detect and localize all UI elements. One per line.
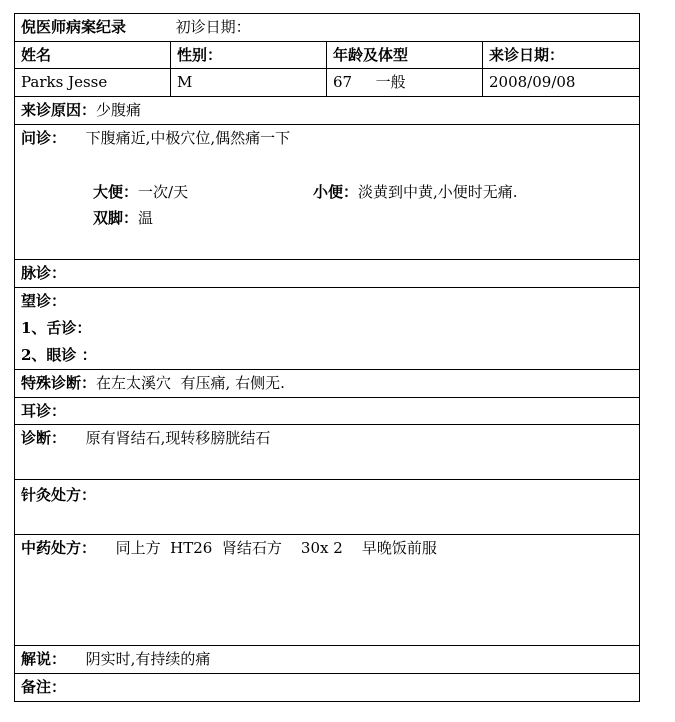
reason-value: 少腹痛 — [96, 101, 142, 119]
eye-label: 2、眼诊 ： — [21, 346, 97, 364]
pulse-label: 脉诊： — [21, 264, 67, 282]
reason-label: 来诊原因： — [21, 101, 97, 119]
notes-row — [15, 674, 639, 701]
patient-header-row — [15, 42, 639, 69]
feet-value: 温 — [138, 209, 154, 227]
explain-label: 解说： — [21, 650, 67, 668]
notes-label: 备注： — [21, 678, 67, 696]
date-header: 来诊日期： — [489, 46, 565, 64]
observe-label: 望诊： — [21, 292, 67, 310]
inquiry-value: 下腹痛近,中极穴位,偶然痛一下 — [85, 129, 291, 147]
inquiry-row — [15, 125, 639, 260]
explain-value: 阴实时,有持续的痛 — [85, 650, 211, 668]
name-header: 姓名 — [15, 42, 171, 68]
page-title: 倪医师病案纪录 — [21, 18, 127, 36]
special-value: 在左太溪穴 有压痛, 右侧无. — [96, 374, 285, 392]
feet-label: 双脚： — [93, 209, 139, 227]
first-visit-label: 初诊日期： — [175, 18, 251, 36]
herbal-label: 中药处方： — [21, 539, 97, 557]
reason-row — [15, 97, 639, 125]
patient-value-row — [15, 69, 639, 97]
diagnosis-value: 原有肾结石,现转移膀胱结石 — [85, 429, 271, 447]
stool-label: 大便： — [93, 183, 139, 201]
ear-label: 耳诊： — [21, 402, 67, 420]
urine-line — [307, 179, 524, 205]
patient-age-build — [327, 69, 483, 96]
stool-value: 一次/天 — [138, 183, 189, 201]
feet-line — [87, 205, 159, 231]
age-header: 年龄及体型 — [327, 42, 483, 68]
patient-age: 67 — [333, 73, 353, 91]
diagnosis-label: 诊断： — [21, 429, 67, 447]
acupuncture-row — [15, 480, 639, 535]
inquiry-label: 问诊： — [21, 129, 67, 147]
acupuncture-label: 针灸处方： — [21, 486, 97, 504]
urine-label: 小便： — [313, 183, 359, 201]
urine-value: 淡黄到中黄,小便时无痛. — [358, 183, 518, 201]
herbal-row — [15, 535, 639, 646]
patient-build: 一般 — [375, 73, 406, 91]
diagnosis-row — [15, 425, 639, 480]
special-label: 特殊诊断： — [21, 374, 97, 392]
pulse-row — [15, 260, 639, 288]
tongue-label: 1、舌诊： — [21, 319, 92, 337]
patient-name: Parks Jesse — [15, 69, 171, 96]
case-record-form — [14, 13, 640, 702]
ear-row — [15, 398, 639, 425]
gender-header: 性别： — [171, 42, 327, 68]
header-row — [15, 14, 639, 42]
stool-line — [87, 179, 194, 205]
special-row — [15, 370, 639, 398]
patient-gender: M — [171, 69, 327, 96]
explain-row — [15, 646, 639, 674]
observe-row — [15, 288, 639, 370]
herbal-value: 同上方 HT26 肾结石方 30x 2 早晚饭前服 — [115, 539, 437, 557]
visit-date: 2008/09/08 — [489, 73, 576, 91]
